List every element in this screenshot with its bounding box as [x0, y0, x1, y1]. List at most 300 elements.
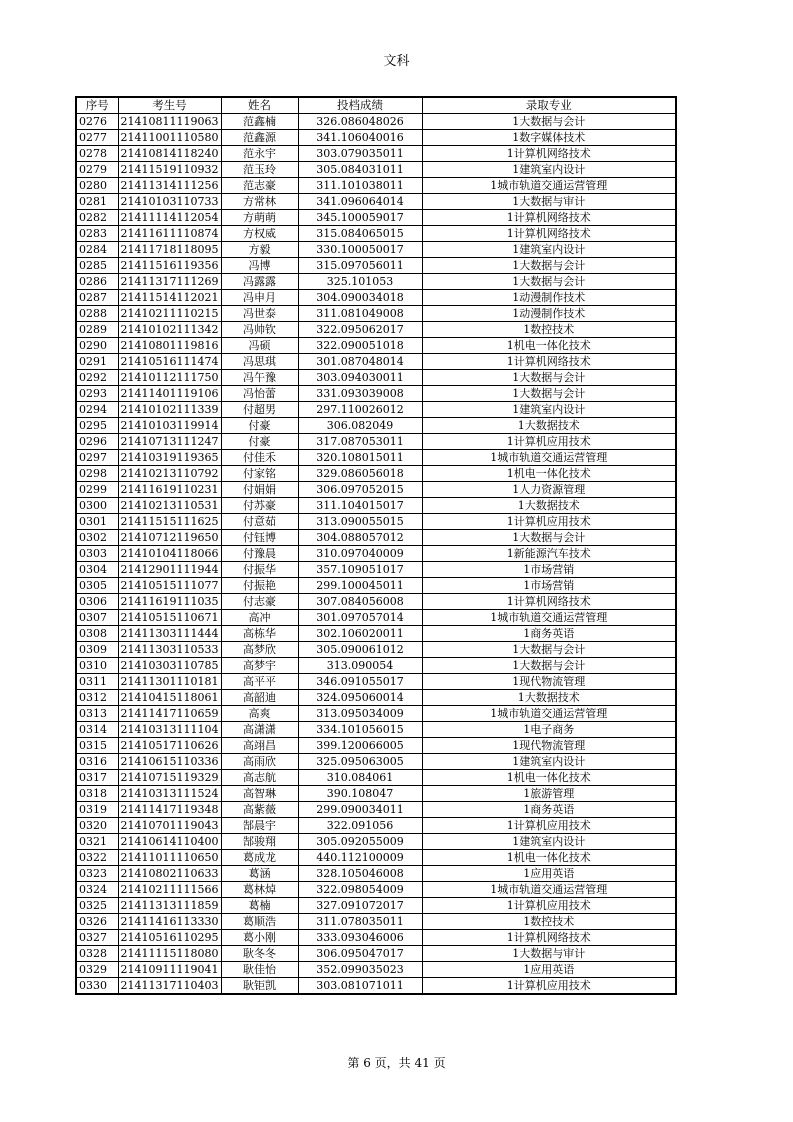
cell-exam-id: 21410211110215	[118, 306, 221, 322]
cell-name: 方毅	[221, 242, 298, 258]
table-row	[76, 114, 676, 130]
cell-name: 付振艳	[221, 578, 298, 594]
cell-score: 299.100045011	[298, 578, 422, 594]
cell-score: 322.098054009	[298, 882, 422, 898]
cell-seq: 0296	[76, 434, 118, 450]
cell-major: 1现代物流管理	[422, 738, 676, 754]
cell-major: 1城市轨道交通运营管理	[422, 882, 676, 898]
cell-name: 高爽	[221, 706, 298, 722]
cell-exam-id: 21410801119816	[118, 338, 221, 354]
table-row	[76, 258, 676, 274]
cell-seq: 0316	[76, 754, 118, 770]
table-row	[76, 754, 676, 770]
cell-exam-id: 21411313111859	[118, 898, 221, 914]
cell-exam-id: 21410811119063	[118, 114, 221, 130]
cell-major: 1机电一体化技术	[422, 770, 676, 786]
cell-seq: 0308	[76, 626, 118, 642]
cell-major: 1大数据与会计	[422, 114, 676, 130]
column-header-name: 姓名	[221, 97, 298, 114]
cell-major: 1数控技术	[422, 322, 676, 338]
cell-major: 1应用英语	[422, 866, 676, 882]
cell-score: 313.095034009	[298, 706, 422, 722]
cell-exam-id: 21410516110295	[118, 930, 221, 946]
cell-score: 352.099035023	[298, 962, 422, 978]
cell-exam-id: 21411417119348	[118, 802, 221, 818]
cell-exam-id: 21410415118061	[118, 690, 221, 706]
table-row	[76, 226, 676, 242]
cell-exam-id: 21411317111269	[118, 274, 221, 290]
table-row	[76, 274, 676, 290]
cell-major: 1大数据与会计	[422, 258, 676, 274]
cell-exam-id: 21411619110231	[118, 482, 221, 498]
cell-score: 390.108047	[298, 786, 422, 802]
cell-seq: 0290	[76, 338, 118, 354]
cell-name: 葛顺浩	[221, 914, 298, 930]
table-row	[76, 882, 676, 898]
cell-score: 305.084031011	[298, 162, 422, 178]
cell-score: 301.097057014	[298, 610, 422, 626]
cell-major: 1建筑室内设计	[422, 834, 676, 850]
cell-major: 1城市轨道交通运营管理	[422, 178, 676, 194]
cell-seq: 0299	[76, 482, 118, 498]
table-header-row	[76, 97, 676, 114]
cell-major: 1市场营销	[422, 578, 676, 594]
cell-score: 313.090054	[298, 658, 422, 674]
cell-seq: 0330	[76, 978, 118, 995]
cell-score: 333.093046006	[298, 930, 422, 946]
cell-major: 1计算机网络技术	[422, 146, 676, 162]
cell-exam-id: 21410713111247	[118, 434, 221, 450]
table-row	[76, 466, 676, 482]
cell-score: 311.081049008	[298, 306, 422, 322]
table-row	[76, 354, 676, 370]
table-row	[76, 946, 676, 962]
cell-name: 方萌萌	[221, 210, 298, 226]
cell-seq: 0315	[76, 738, 118, 754]
cell-score: 315.097056011	[298, 258, 422, 274]
cell-exam-id: 21411619111035	[118, 594, 221, 610]
table-row	[76, 514, 676, 530]
cell-major: 1计算机网络技术	[422, 226, 676, 242]
cell-exam-id: 21410102111339	[118, 402, 221, 418]
cell-seq: 0318	[76, 786, 118, 802]
cell-major: 1建筑室内设计	[422, 162, 676, 178]
cell-score: 305.092055009	[298, 834, 422, 850]
table-row	[76, 674, 676, 690]
cell-name: 范鑫源	[221, 130, 298, 146]
cell-seq: 0293	[76, 386, 118, 402]
cell-name: 冯午豫	[221, 370, 298, 386]
table-row	[76, 322, 676, 338]
table-row	[76, 690, 676, 706]
cell-seq: 0311	[76, 674, 118, 690]
table-row	[76, 594, 676, 610]
cell-score: 299.090034011	[298, 802, 422, 818]
cell-major: 1计算机网络技术	[422, 354, 676, 370]
cell-seq: 0310	[76, 658, 118, 674]
cell-name: 方常林	[221, 194, 298, 210]
table-row	[76, 978, 676, 995]
cell-major: 1大数据与会计	[422, 642, 676, 658]
cell-exam-id: 21410213110792	[118, 466, 221, 482]
cell-score: 306.082049	[298, 418, 422, 434]
table-row	[76, 706, 676, 722]
cell-seq: 0324	[76, 882, 118, 898]
cell-score: 315.084065015	[298, 226, 422, 242]
cell-name: 付意茹	[221, 514, 298, 530]
cell-exam-id: 21410517110626	[118, 738, 221, 754]
cell-major: 1大数据与审计	[422, 946, 676, 962]
cell-major: 1大数据技术	[422, 498, 676, 514]
table-row	[76, 962, 676, 978]
cell-name: 冯怡蕾	[221, 386, 298, 402]
table-row	[76, 498, 676, 514]
cell-exam-id: 21410313111104	[118, 722, 221, 738]
table-row	[76, 130, 676, 146]
cell-major: 1大数据与会计	[422, 530, 676, 546]
cell-seq: 0314	[76, 722, 118, 738]
cell-major: 1建筑室内设计	[422, 402, 676, 418]
cell-name: 冯博	[221, 258, 298, 274]
table-row	[76, 722, 676, 738]
cell-seq: 0322	[76, 850, 118, 866]
cell-score: 328.105046008	[298, 866, 422, 882]
cell-seq: 0302	[76, 530, 118, 546]
cell-name: 郜骏翔	[221, 834, 298, 850]
cell-score: 330.100050017	[298, 242, 422, 258]
cell-major: 1计算机网络技术	[422, 210, 676, 226]
cell-seq: 0294	[76, 402, 118, 418]
cell-seq: 0285	[76, 258, 118, 274]
cell-seq: 0309	[76, 642, 118, 658]
cell-major: 1旅游管理	[422, 786, 676, 802]
cell-exam-id: 21411314111256	[118, 178, 221, 194]
cell-name: 高翊昌	[221, 738, 298, 754]
table-row	[76, 338, 676, 354]
cell-seq: 0317	[76, 770, 118, 786]
column-header-exam-id: 考生号	[118, 97, 221, 114]
cell-name: 葛小刚	[221, 930, 298, 946]
cell-exam-id: 21410102111342	[118, 322, 221, 338]
cell-name: 付志豪	[221, 594, 298, 610]
cell-major: 1大数据与会计	[422, 274, 676, 290]
cell-score: 322.095062017	[298, 322, 422, 338]
cell-name: 耿冬冬	[221, 946, 298, 962]
cell-major: 1应用英语	[422, 962, 676, 978]
cell-exam-id: 21411611110874	[118, 226, 221, 242]
cell-major: 1机电一体化技术	[422, 850, 676, 866]
cell-major: 1计算机应用技术	[422, 514, 676, 530]
cell-name: 高潇潇	[221, 722, 298, 738]
cell-score: 325.095063005	[298, 754, 422, 770]
table-row	[76, 738, 676, 754]
cell-seq: 0288	[76, 306, 118, 322]
cell-name: 高雨欣	[221, 754, 298, 770]
cell-name: 付佳禾	[221, 450, 298, 466]
cell-score: 305.090061012	[298, 642, 422, 658]
table-row	[76, 610, 676, 626]
cell-exam-id: 21410103110733	[118, 194, 221, 210]
cell-major: 1大数据技术	[422, 418, 676, 434]
cell-seq: 0276	[76, 114, 118, 130]
cell-seq: 0292	[76, 370, 118, 386]
table-row	[76, 162, 676, 178]
cell-exam-id: 21411303111444	[118, 626, 221, 642]
cell-exam-id: 21411515111625	[118, 514, 221, 530]
page-title: 文科	[383, 54, 410, 69]
cell-major: 1现代物流管理	[422, 674, 676, 690]
cell-exam-id: 21410319119365	[118, 450, 221, 466]
cell-major: 1计算机网络技术	[422, 930, 676, 946]
column-header-seq: 序号	[76, 97, 118, 114]
admission-table	[75, 96, 677, 995]
cell-score: 320.108015011	[298, 450, 422, 466]
cell-seq: 0281	[76, 194, 118, 210]
cell-score: 440.112100009	[298, 850, 422, 866]
cell-name: 付振华	[221, 562, 298, 578]
cell-score: 303.081071011	[298, 978, 422, 995]
cell-exam-id: 21411001110580	[118, 130, 221, 146]
cell-score: 311.104015017	[298, 498, 422, 514]
cell-major: 1计算机应用技术	[422, 434, 676, 450]
cell-score: 322.090051018	[298, 338, 422, 354]
table-row	[76, 210, 676, 226]
cell-seq: 0298	[76, 466, 118, 482]
cell-seq: 0327	[76, 930, 118, 946]
cell-seq: 0284	[76, 242, 118, 258]
cell-score: 301.087048014	[298, 354, 422, 370]
table-row	[76, 802, 676, 818]
cell-seq: 0304	[76, 562, 118, 578]
table-row	[76, 562, 676, 578]
cell-name: 范玉玲	[221, 162, 298, 178]
cell-score: 346.091055017	[298, 674, 422, 690]
cell-exam-id: 21410303110785	[118, 658, 221, 674]
cell-name: 葛楠	[221, 898, 298, 914]
cell-major: 1计算机应用技术	[422, 898, 676, 914]
cell-seq: 0297	[76, 450, 118, 466]
table-row	[76, 642, 676, 658]
table-row	[76, 898, 676, 914]
cell-seq: 0326	[76, 914, 118, 930]
cell-exam-id: 21410614110400	[118, 834, 221, 850]
table-row	[76, 578, 676, 594]
table-row	[76, 306, 676, 322]
table-row	[76, 418, 676, 434]
cell-score: 331.093039008	[298, 386, 422, 402]
cell-name: 高紫薇	[221, 802, 298, 818]
cell-major: 1城市轨道交通运营管理	[422, 450, 676, 466]
table-row	[76, 658, 676, 674]
cell-major: 1数控技术	[422, 914, 676, 930]
cell-exam-id: 21411516119356	[118, 258, 221, 274]
table-row	[76, 866, 676, 882]
cell-score: 306.095047017	[298, 946, 422, 962]
cell-seq: 0312	[76, 690, 118, 706]
cell-seq: 0325	[76, 898, 118, 914]
table-row	[76, 402, 676, 418]
cell-name: 高梦宇	[221, 658, 298, 674]
column-header-score: 投档成绩	[298, 97, 422, 114]
cell-exam-id: 21411718118095	[118, 242, 221, 258]
cell-exam-id: 21410211111566	[118, 882, 221, 898]
cell-name: 方权威	[221, 226, 298, 242]
cell-name: 付苏豪	[221, 498, 298, 514]
cell-major: 1大数据技术	[422, 690, 676, 706]
cell-name: 范志豪	[221, 178, 298, 194]
cell-seq: 0328	[76, 946, 118, 962]
cell-score: 311.101038011	[298, 178, 422, 194]
cell-score: 310.084061	[298, 770, 422, 786]
table-row	[76, 530, 676, 546]
cell-score: 322.091056	[298, 818, 422, 834]
cell-major: 1城市轨道交通运营管理	[422, 706, 676, 722]
cell-score: 311.078035011	[298, 914, 422, 930]
cell-name: 冯申月	[221, 290, 298, 306]
cell-name: 付超男	[221, 402, 298, 418]
cell-exam-id: 21410911119041	[118, 962, 221, 978]
cell-exam-id: 21410814118240	[118, 146, 221, 162]
cell-seq: 0300	[76, 498, 118, 514]
cell-major: 1机电一体化技术	[422, 338, 676, 354]
cell-score: 313.090055015	[298, 514, 422, 530]
cell-major: 1建筑室内设计	[422, 754, 676, 770]
cell-major: 1新能源汽车技术	[422, 546, 676, 562]
cell-name: 高平平	[221, 674, 298, 690]
cell-seq: 0321	[76, 834, 118, 850]
cell-name: 高冲	[221, 610, 298, 626]
cell-major: 1人力资源管理	[422, 482, 676, 498]
cell-score: 345.100059017	[298, 210, 422, 226]
cell-score: 306.097052015	[298, 482, 422, 498]
cell-name: 高韶迪	[221, 690, 298, 706]
cell-exam-id: 21411011110650	[118, 850, 221, 866]
table-row	[76, 930, 676, 946]
cell-seq: 0313	[76, 706, 118, 722]
cell-score: 324.095060014	[298, 690, 422, 706]
cell-score: 303.079035011	[298, 146, 422, 162]
cell-score: 399.120066005	[298, 738, 422, 754]
cell-exam-id: 21410515110671	[118, 610, 221, 626]
cell-score: 357.109051017	[298, 562, 422, 578]
table-row	[76, 178, 676, 194]
cell-score: 317.087053011	[298, 434, 422, 450]
cell-major: 1商务英语	[422, 626, 676, 642]
cell-seq: 0306	[76, 594, 118, 610]
cell-seq: 0287	[76, 290, 118, 306]
table-row	[76, 370, 676, 386]
cell-name: 耿佳怡	[221, 962, 298, 978]
cell-major: 1商务英语	[422, 802, 676, 818]
cell-score: 303.094030011	[298, 370, 422, 386]
cell-score: 327.091072017	[298, 898, 422, 914]
cell-seq: 0307	[76, 610, 118, 626]
cell-exam-id: 21410103119914	[118, 418, 221, 434]
cell-name: 冯硕	[221, 338, 298, 354]
cell-score: 302.106020011	[298, 626, 422, 642]
cell-name: 付钰博	[221, 530, 298, 546]
cell-name: 付豫晨	[221, 546, 298, 562]
cell-exam-id: 21410104118066	[118, 546, 221, 562]
table-row	[76, 914, 676, 930]
cell-seq: 0283	[76, 226, 118, 242]
table-row	[76, 290, 676, 306]
cell-major: 1计算机网络技术	[422, 594, 676, 610]
cell-major: 1大数据与会计	[422, 370, 676, 386]
cell-score: 334.101056015	[298, 722, 422, 738]
cell-name: 高志航	[221, 770, 298, 786]
cell-major: 1大数据与会计	[422, 658, 676, 674]
cell-name: 付豪	[221, 434, 298, 450]
cell-seq: 0289	[76, 322, 118, 338]
cell-name: 付家铭	[221, 466, 298, 482]
cell-seq: 0278	[76, 146, 118, 162]
cell-major: 1大数据与审计	[422, 194, 676, 210]
cell-exam-id: 21410701119043	[118, 818, 221, 834]
cell-exam-id: 21411519110932	[118, 162, 221, 178]
cell-score: 304.088057012	[298, 530, 422, 546]
cell-seq: 0319	[76, 802, 118, 818]
cell-score: 310.097040009	[298, 546, 422, 562]
cell-name: 冯露露	[221, 274, 298, 290]
cell-name: 郜晨宇	[221, 818, 298, 834]
cell-exam-id: 21410313111524	[118, 786, 221, 802]
table-row	[76, 146, 676, 162]
cell-name: 付豪	[221, 418, 298, 434]
cell-exam-id: 21411417110659	[118, 706, 221, 722]
cell-exam-id: 21411115118080	[118, 946, 221, 962]
cell-major: 1建筑室内设计	[422, 242, 676, 258]
cell-name: 冯世泰	[221, 306, 298, 322]
cell-exam-id: 21410112111750	[118, 370, 221, 386]
page-footer: 第 6 页，共 41 页	[347, 1056, 446, 1070]
cell-score: 307.084056008	[298, 594, 422, 610]
cell-major: 1动漫制作技术	[422, 290, 676, 306]
table-row	[76, 386, 676, 402]
table-row	[76, 482, 676, 498]
table-row	[76, 834, 676, 850]
cell-score: 297.110026012	[298, 402, 422, 418]
table-row	[76, 770, 676, 786]
cell-seq: 0303	[76, 546, 118, 562]
cell-seq: 0295	[76, 418, 118, 434]
cell-name: 冯帅钦	[221, 322, 298, 338]
cell-major: 1计算机应用技术	[422, 978, 676, 995]
cell-exam-id: 21410712119650	[118, 530, 221, 546]
cell-seq: 0329	[76, 962, 118, 978]
cell-name: 高梦欣	[221, 642, 298, 658]
cell-name: 高智琳	[221, 786, 298, 802]
column-header-major: 录取专业	[422, 97, 676, 114]
cell-major: 1计算机应用技术	[422, 818, 676, 834]
cell-score: 341.096064014	[298, 194, 422, 210]
cell-major: 1动漫制作技术	[422, 306, 676, 322]
cell-exam-id: 21411303110533	[118, 642, 221, 658]
cell-name: 范鑫楠	[221, 114, 298, 130]
cell-exam-id: 21411514112021	[118, 290, 221, 306]
table-row	[76, 434, 676, 450]
table-row	[76, 818, 676, 834]
cell-exam-id: 21410715119329	[118, 770, 221, 786]
cell-name: 葛涵	[221, 866, 298, 882]
cell-exam-id: 21410213110531	[118, 498, 221, 514]
table-row	[76, 546, 676, 562]
cell-major: 1市场营销	[422, 562, 676, 578]
table-row	[76, 850, 676, 866]
cell-name: 冯思琪	[221, 354, 298, 370]
cell-major: 1数字媒体技术	[422, 130, 676, 146]
cell-major: 1大数据与会计	[422, 386, 676, 402]
